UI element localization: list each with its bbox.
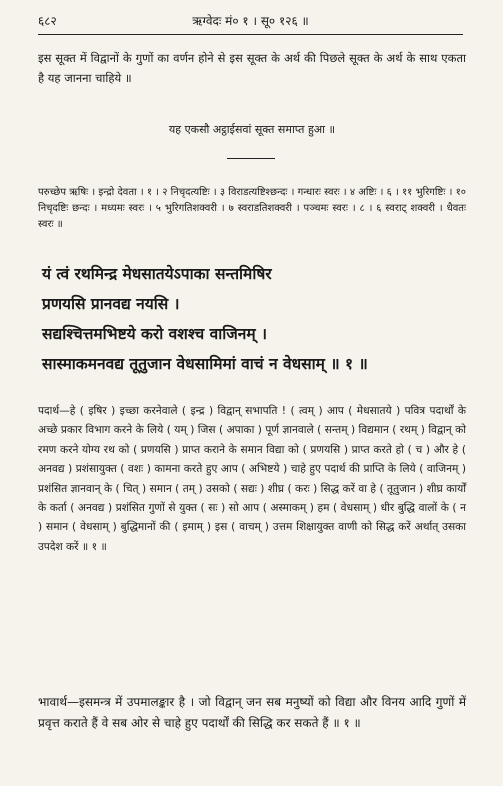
sukta-closing-note: यह एकसौ अट्ठाईसवां सूक्त समाप्त हुआ ॥ bbox=[168, 123, 336, 136]
mantra-line-1: यं त्वं रथमिन्द्र मेधसातयेऽपाका सन्तमिषिर bbox=[42, 265, 272, 283]
page-number: ६८२ bbox=[38, 14, 57, 28]
bhavartha-paragraph: भावार्थ—इसमन्त्र में उपमालङ्कार है । जो विद्वान् जन सब मनुष्यों को विद्या और विनय आदि गुणों में प्रवृत्त कराते हैं वे सब ओर से चाहे हुए पदार्थों की सिद्धि कर सकते हैं ॥ १ ॥ bbox=[38, 695, 466, 730]
section-divider bbox=[227, 158, 275, 159]
mantra-line-2: प्रणयसि प्रानवद्य नयसि । bbox=[42, 295, 180, 313]
rishi-devata-chhanda: परुच्छेप ऋषिः । इन्द्रो देवता । १ । २ निचृदत्यष्टिः । ३ विराडत्यष्टिश्छन्दः । गन्धारः स्वरः । ४ अष्टिः । ६ । ११ भुरिगष्टिः । १० निचृदष्टिः छन्दः । मध्यमः स्वरः । ५ भुरिगतिशक्वरी । ७ स्वराडतिशक्वरी । पञ्चमः स्वरः । ८ । ६ स्वराट् शक्वरी । धैवतः स्वरः ॥ bbox=[38, 187, 466, 230]
mantra-line-3: सद्यश्चित्तमभिष्टये करो वशश्च वाजिनम् । bbox=[42, 325, 267, 343]
intro-paragraph: इस सूक्त में विद्वानों के गुणों का वर्णन होने से इस सूक्त के अर्थ की पिछले सूक्त के अर्थ के साथ एकता है यह जानना चाहिये ॥ bbox=[38, 51, 466, 85]
running-title: ऋग्वेदः मं० १ । सू० १२६ ॥ bbox=[192, 14, 309, 28]
header-rule bbox=[38, 34, 463, 35]
padartha-paragraph: पदार्थ—हे ( इषिर ) इच्छा करनेवाले ( इन्द्र ) विद्वान् सभापति ! ( त्वम् ) आप ( मेधसातये ) पवित्र पदार्थों के अच्छे प्रकार विभाग करने के लिये ( यम् ) जिस ( अपाका ) पूर्ण ज्ञानवाले ( सन्तम् ) विद्यमान ( रथम् ) विद्वान् को रमण करने योग्य रथ को ( प्रणयसि ) प्राप्त कराने के समान विद्या को ( प्रणयसि ) प्राप्त करते हो ( च ) और हे ( अनवद्य ) प्रशंसायुक्त ( वशः ) कामना करते हुए आप ( अभिष्टये ) चाहे हुए पदार्थ की प्राप्ति के लिये ( वाजिनम् ) प्रशंसित ज्ञानवान् के ( चित् ) समान ( तम् ) उसको ( सद्यः ) शीघ्र ( करः ) सिद्ध करें वा हे ( तूतुजान ) शीघ्र कार्यों के कर्ता ( अनवद्य ) प्रशंसित गुणों से युक्त ( सः ) सो आप ( अस्माकम् ) हम ( वेधसाम् ) धीर बुद्धि वालों के ( न ) समान ( वेधसाम् ) बुद्धिमानों की ( इमाम् ) इस ( वाचम् ) उत्तम शिक्षायुक्त वाणी को सिद्ध करें अर्थात् उसका उपदेश करें ॥ १ ॥ bbox=[38, 405, 466, 553]
mantra-line-4: सास्माकमनवद्य तूतुजान वेधसामिमां वाचं न वेधसाम् ॥ १ ॥ bbox=[42, 355, 368, 373]
page-header bbox=[38, 12, 463, 30]
